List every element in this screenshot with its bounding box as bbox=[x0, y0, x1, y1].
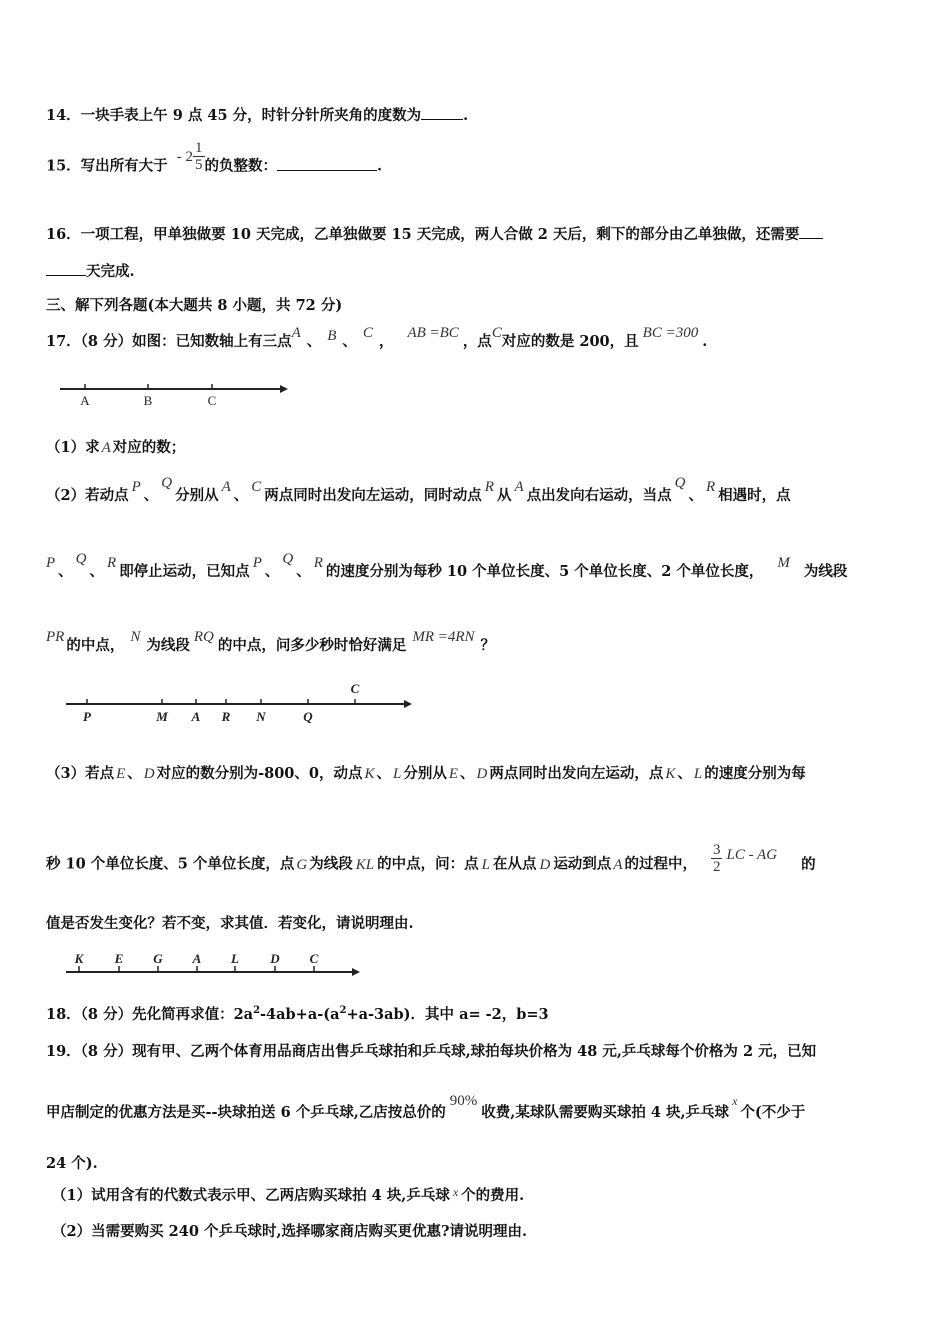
number-line-1 bbox=[58, 380, 293, 410]
axis-2-label-r: R bbox=[221, 709, 231, 724]
q16-blank-a bbox=[799, 226, 823, 239]
axis-2-label-m: M bbox=[156, 709, 168, 724]
q19-part-2: （2）当需要购买 240 个乒乓球时,选择哪家商店购买更优惠?请说明理由. bbox=[52, 1223, 528, 1240]
axis-3-label-d: D bbox=[270, 951, 280, 966]
q19-line-1: 19．（8 分）现有甲、乙两个体育用品商店出售乒乓球拍和乒乓球,球拍每块价格为 48 元,乒乓球每个价格为 2 元，已知 bbox=[46, 1043, 817, 1060]
axis-3-label-k: K bbox=[74, 951, 84, 966]
axis-3-label-g: G bbox=[153, 951, 163, 966]
q14-text: 14．一块手表上午 9 点 45 分，时针分针所夹角的度数为 bbox=[46, 107, 422, 124]
ab-eq-bc: AB =BC bbox=[407, 325, 459, 341]
q18-line: 18．（8 分）先化简再求值：$2a^2-4ab+a-(a^2+a-3ab)$．其中 a= -2，b=3 bbox=[46, 1005, 549, 1023]
axis-2-label-a: A bbox=[191, 709, 201, 724]
number-line-2 bbox=[62, 678, 422, 726]
q17-part-2-line-1: （2）若动点 P 、Q分别从 A 、 C 两点同时出发向左运动，同时动点 R 从 A 点出发向右运动，当点Q、 R 相遇时，点 bbox=[46, 475, 791, 504]
q19-part-1: （1）试用含有的代数式表示甲、乙两店购买球拍 4 块,乒乓球 $^x$ 个的费用. bbox=[52, 1185, 525, 1204]
axis-3-label-e: E bbox=[114, 951, 124, 966]
q16-blank-b bbox=[46, 263, 86, 276]
q17-part-2-line-2: P 、Q、 R 即停止运动，已知点 P 、Q、 R 的速度分别为每秒 10 个单位长度、5 个单位长度、2 个单位长度， M 为线段 bbox=[46, 551, 848, 580]
axis-1-label-b: B bbox=[143, 393, 153, 408]
axis-2-arrow bbox=[404, 700, 412, 708]
number-line-3 bbox=[60, 948, 370, 980]
lc-minus-ag: LC - AG bbox=[726, 846, 778, 863]
axis-3-label-c: C bbox=[309, 951, 319, 966]
q15-blank bbox=[277, 158, 377, 171]
q17-part-3-line-2: 秒 10 个单位长度、5 个单位长度，点 G 为线段 KL 的中点，问：点 L 在从点 D 运动到点 A 的过程中， $\frac{3}{2}$ LC - AG的 bbox=[46, 842, 816, 875]
ninety-percent: 90% bbox=[449, 1093, 478, 1109]
q15-fraction: $\frac{1}{5}$ bbox=[195, 140, 203, 173]
q19-line-3: 24 个). bbox=[46, 1155, 98, 1172]
q17-part-1: （1）求 A 对应的数； bbox=[46, 439, 186, 456]
q17-part-3-line-1: （3）若点 E 、 D 对应的数分别为-800、0，动点 K 、 L 分别从 E 、 D 两点同时出发向左运动，点 K 、 L 的速度分别为每 bbox=[46, 765, 806, 782]
mr-eq-4rn: MR =4RN bbox=[412, 629, 475, 645]
axis-1-label-c: C bbox=[207, 393, 217, 408]
axis-3-label-l: L bbox=[231, 951, 239, 966]
bc-eq-300: BC =300 bbox=[642, 325, 699, 341]
q17-part-3-line-3: 值是否发生变化？若不变，求其值．若变化，请说明理由. bbox=[46, 915, 414, 932]
q15-line: 15．写出所有大于 - 2 $\frac{1}{5}$ 的负整数： . bbox=[46, 140, 383, 175]
q16-line-1: 16．一项工程，甲单独做要 10 天完成，乙单独做要 15 天完成，两人合做 2 天后，剩下的部分由乙单独做，还需要 bbox=[46, 223, 823, 244]
axis-3-label-a: A bbox=[192, 951, 202, 966]
section-title: 三、解下列各题(本大题共 8 小题，共 72 分) bbox=[46, 297, 343, 314]
q16-line-2: 天完成. bbox=[46, 260, 135, 281]
q17-line-1: 17．（8 分）如图：已知数轴上有三点A 、 B 、 C ， AB =BC ，点C对应的数是 200，且 BC =300 . bbox=[46, 325, 708, 350]
axis-1-arrow bbox=[280, 385, 288, 393]
axis-1-label-a: A bbox=[80, 393, 90, 408]
q17-part-2-line-3: PR 的中点， N 为线段 RQ 的中点，问多少秒时恰好满足 MR =4RN ？ bbox=[46, 629, 496, 654]
q19-line-2: 甲店制定的优惠方法是买--块球拍送 6 个乒乓球,乙店按总价的90%收费,某球队需要购买球拍 4 块,乒乓球$^x$个(不少于 bbox=[46, 1093, 806, 1121]
three-halves-fraction: $\frac{3}{2}$ bbox=[712, 842, 721, 875]
axis-2-label-c: C bbox=[350, 681, 360, 696]
axis-2-label-p: P bbox=[83, 709, 91, 724]
axis-3-arrow bbox=[352, 968, 360, 976]
q14-line: 14．一块手表上午 9 点 45 分，时针分针所夹角的度数为 . bbox=[46, 107, 469, 124]
q14-blank bbox=[421, 107, 463, 120]
axis-2-label-q: Q bbox=[303, 709, 313, 724]
axis-2-label-n: N bbox=[256, 709, 266, 724]
q15-neg-sign: - 2 bbox=[176, 148, 193, 165]
